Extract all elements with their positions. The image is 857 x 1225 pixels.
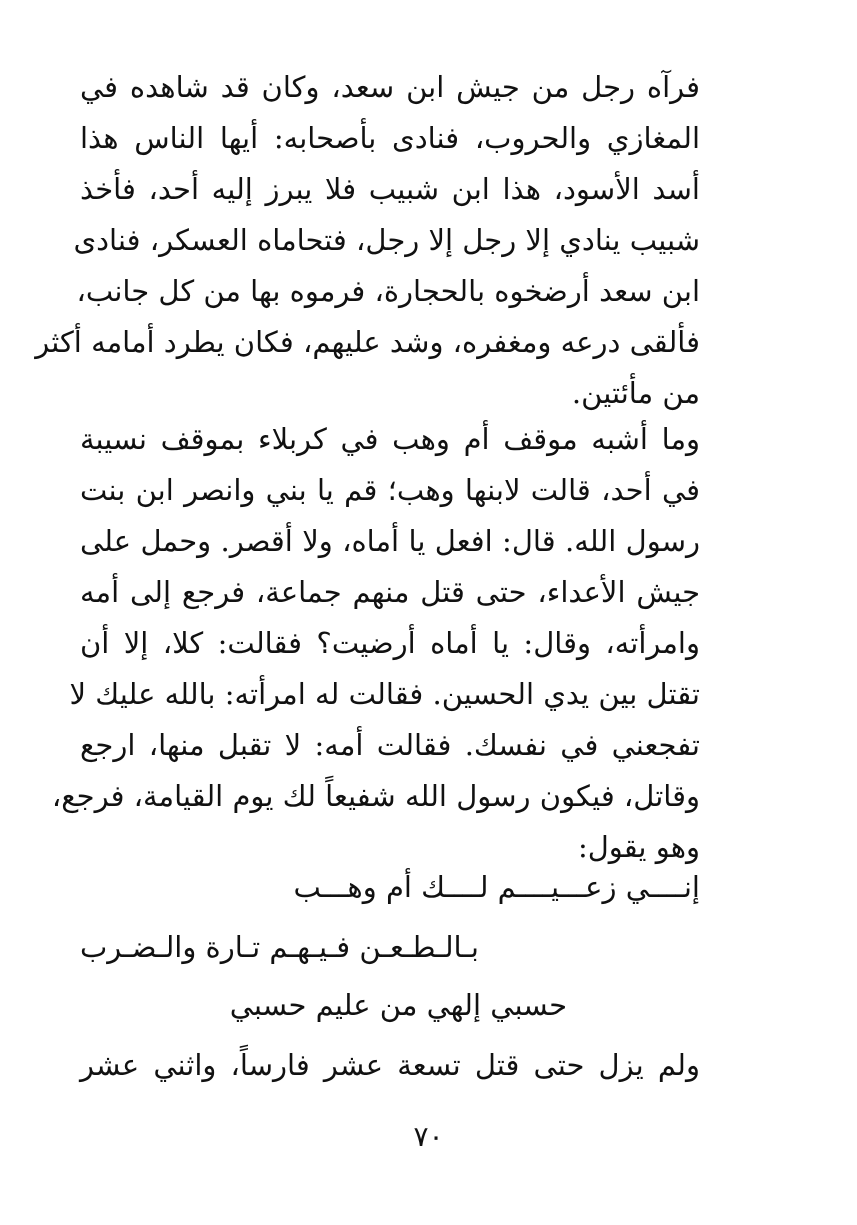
paragraph-line: فألقى درعه ومغفره، وشد عليهم، فكان يطرد أمامه أكثر <box>35 325 700 359</box>
paragraph-line: تقتل بين يدي الحسين. فقالت له امرأته: بالله عليك لا <box>69 677 700 711</box>
paragraph-line: ابن سعد أرضخوه بالحجارة، فرموه بها من كل جانب، <box>76 274 700 308</box>
paragraph-2 <box>51 414 700 873</box>
paragraph-line: وقاتل، فيكون رسول الله شفيعاً لك يوم القيامة، فرجع، <box>51 779 700 813</box>
paragraph-line: ولم يزل حتى قتل تسعة عشر فارساً، واثني عشر <box>80 1048 700 1082</box>
paragraph-line: وهو يقول: <box>577 830 700 864</box>
paragraph-line: شبيب ينادي إلا رجل إلا رجل، فتحاماه العسكر، فنادى <box>73 223 700 257</box>
paragraph-line: من مأئتين. <box>571 376 700 410</box>
paragraph-line: فرآه رجل من جيش ابن سعد، وكان قد شاهده في <box>80 70 700 104</box>
paragraph-line: رسول الله. قال: افعل يا أماه، ولا أقصر. وحمل على <box>80 524 700 558</box>
paragraph-1 <box>35 62 700 419</box>
paragraph-line: وامرأته، وقال: يا أماه أرضيت؟ فقالت: كلا، إلا أن <box>80 626 700 660</box>
verse-line-3: حسبي إلهي من عليم حسبي <box>229 988 567 1022</box>
paragraph-line: في أحد، قالت لابنها وهب؛ قم يا بني وانصر ابن بنت <box>80 473 700 507</box>
paragraph-line: جيش الأعداء، حتى قتل منهم جماعة، فرجع إلى أمه <box>80 575 700 609</box>
paragraph-3 <box>80 1040 700 1091</box>
verse-line-2: بـالـطـعـن فـيـهـم تـارة والـضـرب <box>80 930 479 964</box>
paragraph-line: وما أشبه موقف أم وهب في كربلاء بموقف نسيبة <box>80 422 700 456</box>
paragraph-line: أسد الأسود، هذا ابن شبيب فلا يبرز إليه أحد، فأخذ <box>80 172 700 206</box>
page-number: ٧٠ <box>413 1120 444 1153</box>
paragraph-line: المغازي والحروب، فنادى بأصحابه: أيها الناس هذا <box>80 121 700 155</box>
paragraph-line: تفجعني في نفسك. فقالت أمه: لا تقبل منها، ارجع <box>80 728 700 762</box>
verse-line-1: إنــــي زعـــيــــم لــــك أم وهـــب <box>293 870 700 904</box>
